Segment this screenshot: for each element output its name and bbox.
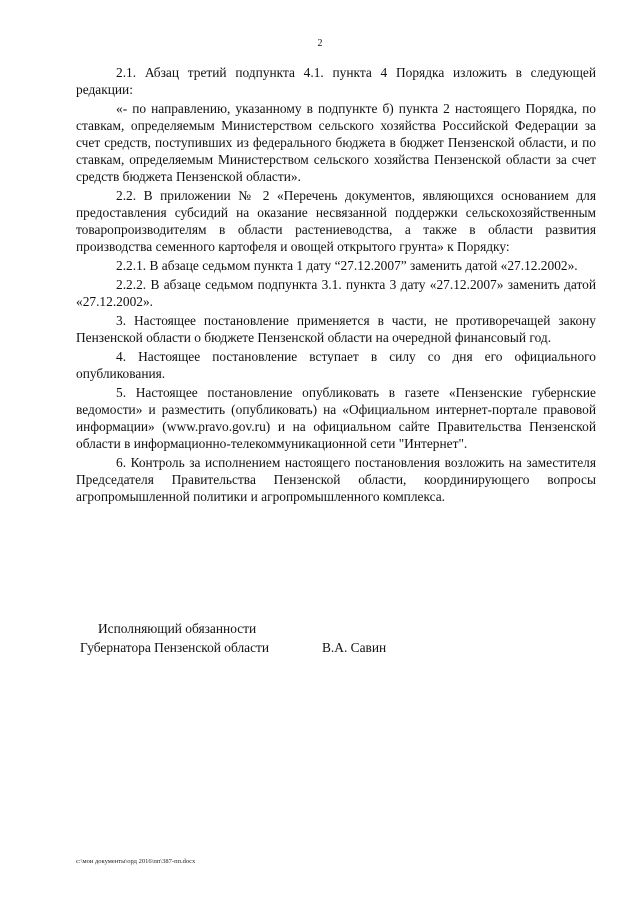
- footer-file-path: c:\мои документы\орд 2016\пп\387-пп.docx: [76, 858, 196, 865]
- signature-title-line1: Исполняющий обязанности: [98, 621, 257, 636]
- signature-block: [80, 619, 500, 657]
- paragraph-2-1: 2.1. Абзац третий подпункта 4.1. пункта 4 Порядка изложить в следующей редакции:: [76, 65, 596, 97]
- paragraph-3: 3. Настоящее постановление применяется в части, не противоречащей закону Пензенской области о бюджете Пензенской области на очередной финансовый год.: [76, 313, 596, 345]
- signature-title-line2: Губернатора Пензенской области: [80, 640, 270, 655]
- paragraph-6: 6. Контроль за исполнением настоящего постановления возложить на заместителя Председателя Правительства Пензенской области, координирующего вопросы агропромышленной политики и агропромышленного комплекса.: [76, 455, 596, 504]
- paragraph-4: 4. Настоящее постановление вступает в силу со дня его официального опубликования.: [76, 349, 596, 381]
- paragraph-quote: «- по направлению, указанному в подпункте б) пункта 2 настоящего Порядка, по ставкам, определяемым Министерством сельского хозяйства Российской Федерации за счет средств, поступивших из федерального бюджета в бюджет Пензенской области, и по ставкам, определяемым Министерством сельского хозяйства Пензенской области за счет средств бюджета Пензенской области».: [76, 101, 596, 184]
- signature-row: [80, 638, 500, 657]
- signatory-name: В.А. Савин: [322, 640, 387, 655]
- paragraph-2-2-2: 2.2.2. В абзаце седьмом подпункта 3.1. пункта 3 дату «27.12.2007» заменить датой «27.12.2002».: [76, 277, 596, 309]
- page-number: 2: [317, 38, 323, 49]
- paragraph-5: 5. Настоящее постановление опубликовать в газете «Пензенские губернские ведомости» и разместить (опубликовать) на «Официальном интернет-портале правовой информации» (www.pravo.gov.ru) и на официальном сайте Правительства Пензенской области в информационно-телекоммуникационной сети "Интернет".: [76, 385, 596, 451]
- paragraph-2-2: 2.2. В приложении № 2 «Перечень документов, являющихся основанием для предоставления субсидий на оказание несвязанной поддержки сельскохозяйственным товаропроизводителям в области растениеводства, а также в области развития производства семенного картофеля и овощей открытого грунта» к Порядку:: [76, 188, 596, 254]
- document-body: [76, 64, 596, 507]
- paragraph-2-2-1: 2.2.1. В абзаце седьмом пункта 1 дату “27.12.2007” заменить датой «27.12.2002».: [116, 258, 578, 273]
